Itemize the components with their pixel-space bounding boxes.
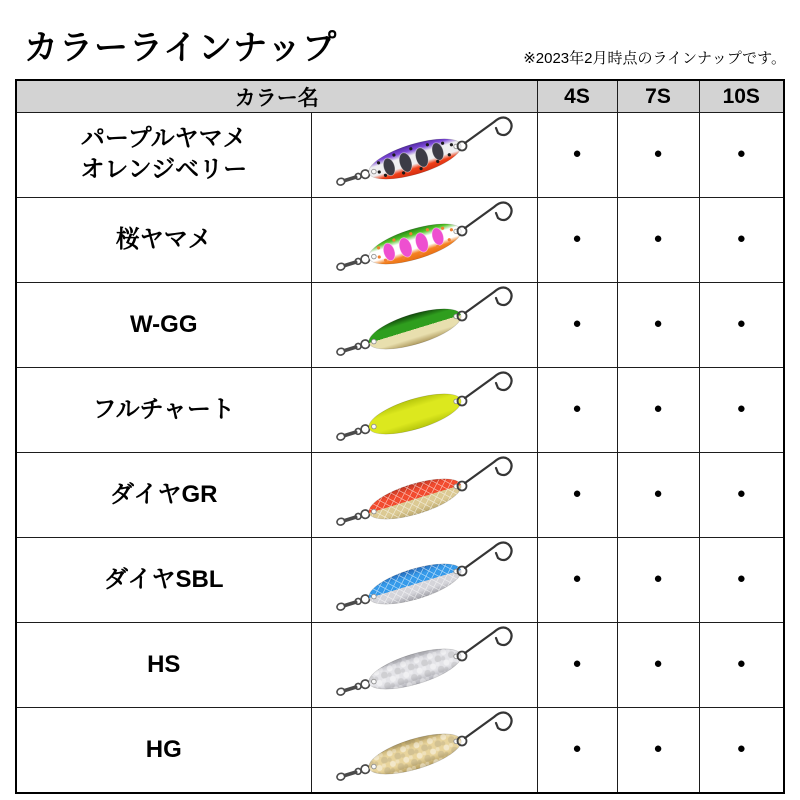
table-header-row: [16, 80, 784, 113]
header-size-7s: 7S: [617, 80, 699, 113]
availability-dot: ●: [736, 570, 746, 587]
lure-image-cell: [311, 113, 537, 198]
size-4s-cell: [537, 453, 617, 538]
size-7s-cell: [617, 453, 699, 538]
availability-dot: ●: [736, 740, 746, 757]
color-name-cell: [16, 708, 311, 794]
availability-dot: ●: [572, 570, 582, 587]
size-4s-cell: [537, 708, 617, 794]
color-name-line1: 桜ヤマメ: [115, 225, 212, 253]
lure-image-cell: [311, 198, 537, 283]
availability-dot: ●: [653, 570, 663, 587]
size-10s-cell: [699, 708, 784, 794]
size-10s-cell: [699, 283, 784, 368]
color-name-cell: [16, 198, 311, 283]
size-10s-cell: [699, 538, 784, 623]
color-name-line1: HG: [145, 735, 182, 763]
size-10s-cell: [699, 198, 784, 283]
availability-dot: ●: [653, 400, 663, 417]
lure-image-cell: [311, 623, 537, 708]
header-color-name: カラー名: [16, 80, 537, 113]
size-4s-cell: [537, 283, 617, 368]
size-10s-cell: [699, 113, 784, 198]
lure-illustration: [312, 708, 537, 792]
availability-dot: ●: [572, 145, 582, 162]
header-size-4s: 4S: [537, 80, 617, 113]
availability-dot: ●: [572, 655, 582, 672]
color-name-cell: [16, 283, 311, 368]
size-7s-cell: [617, 283, 699, 368]
lure-image-cell: [311, 538, 537, 623]
lure-image-cell: [311, 368, 537, 453]
availability-dot: ●: [653, 315, 663, 332]
lure-illustration: [312, 283, 537, 367]
table-row-hs: [16, 623, 784, 708]
lure-illustration: [312, 623, 537, 707]
color-name-cell: [16, 453, 311, 538]
availability-dot: ●: [572, 400, 582, 417]
lure-illustration: [312, 368, 537, 452]
table-row-diamond-gr: [16, 453, 784, 538]
color-name-cell: [16, 368, 311, 453]
availability-dot: ●: [653, 230, 663, 247]
lure-illustration: [312, 453, 537, 537]
availability-dot: ●: [653, 145, 663, 162]
availability-dot: ●: [653, 655, 663, 672]
size-7s-cell: [617, 538, 699, 623]
color-name-line2: オレンジベリー: [80, 156, 248, 183]
lure-illustration: [312, 198, 537, 282]
color-name-line1: ダイヤSBL: [103, 565, 224, 593]
color-name-line1: HS: [147, 650, 181, 678]
availability-dot: ●: [572, 485, 582, 502]
availability-dot: ●: [736, 230, 746, 247]
size-10s-cell: [699, 623, 784, 708]
availability-dot: ●: [736, 145, 746, 162]
size-7s-cell: [617, 708, 699, 794]
size-7s-cell: [617, 623, 699, 708]
color-lineup-table: [15, 79, 785, 794]
availability-dot: ●: [736, 315, 746, 332]
lure-illustration: [312, 538, 537, 622]
table-row-sakura-yamame: [16, 198, 784, 283]
color-name-line1: ダイヤGR: [109, 480, 218, 508]
header-size-10s: 10S: [699, 80, 784, 113]
lure-image-cell: [311, 708, 537, 794]
size-4s-cell: [537, 198, 617, 283]
size-10s-cell: [699, 368, 784, 453]
table-row-full-chart: [16, 368, 784, 453]
color-name-line1: フルチャート: [92, 395, 235, 423]
size-4s-cell: [537, 538, 617, 623]
availability-dot: ●: [572, 740, 582, 757]
lure-image-cell: [311, 453, 537, 538]
color-name-line1: W-GG: [130, 310, 198, 338]
color-name-cell: [16, 113, 311, 198]
table-row-diamond-sbl: [16, 538, 784, 623]
lure-image-cell: [311, 283, 537, 368]
availability-dot: ●: [653, 485, 663, 502]
availability-dot: ●: [572, 315, 582, 332]
size-4s-cell: [537, 113, 617, 198]
table-row-hg: [16, 708, 784, 794]
table-row-w-gg: [16, 283, 784, 368]
lure-illustration: [312, 113, 537, 197]
size-4s-cell: [537, 368, 617, 453]
size-7s-cell: [617, 113, 699, 198]
availability-dot: ●: [736, 400, 746, 417]
color-name-line1: パープルヤマメ: [80, 125, 247, 153]
size-7s-cell: [617, 368, 699, 453]
color-name-cell: [16, 623, 311, 708]
page-title: カラーラインナップ: [24, 29, 338, 67]
size-10s-cell: [699, 453, 784, 538]
availability-dot: ●: [736, 655, 746, 672]
availability-dot: ●: [572, 230, 582, 247]
availability-dot: ●: [736, 485, 746, 502]
size-7s-cell: [617, 198, 699, 283]
availability-dot: ●: [653, 740, 663, 757]
table-row-purple-yamame-orange-belly: [16, 113, 784, 198]
lineup-date-note: ※2023年2月時点のラインナップです。: [523, 50, 786, 67]
size-4s-cell: [537, 623, 617, 708]
color-name-cell: [16, 538, 311, 623]
